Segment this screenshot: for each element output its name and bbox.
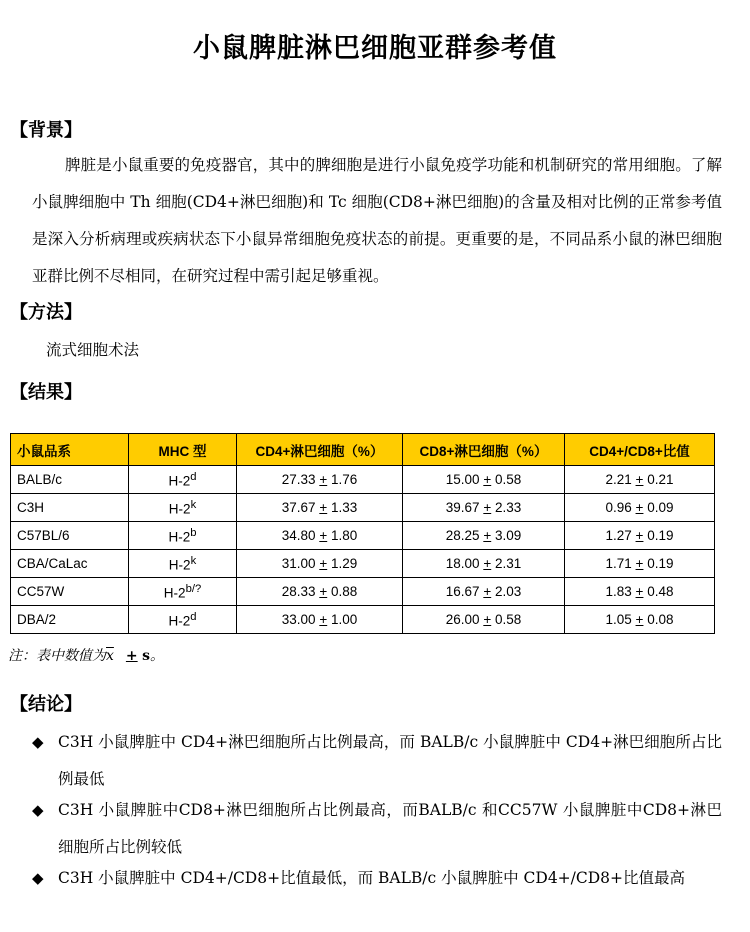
cell-cd8 — [403, 578, 565, 606]
cd8-mean: 28.25 — [445, 528, 480, 543]
conclusion-item — [32, 860, 722, 897]
ratio-sd: 0.48 — [647, 584, 674, 599]
pm-symbol: + — [635, 612, 644, 627]
pm-symbol: + — [483, 556, 492, 571]
mhc-base: H-2 — [168, 557, 191, 573]
ratio-mean: 0.96 — [605, 500, 632, 515]
col-header-cd8: CD8+淋巴细胞（%） — [403, 434, 565, 466]
cell-cd4 — [237, 494, 403, 522]
mhc-haplotype: b/? — [185, 582, 202, 595]
note-mean-symbol: $\overline{x}$ — [106, 648, 114, 664]
mhc-base: H-2 — [168, 473, 191, 489]
cd4-sd: 1.80 — [330, 528, 358, 543]
mhc-haplotype: d — [190, 610, 197, 623]
cell-mhc — [129, 522, 237, 550]
cd4-mean: 27.33 — [281, 472, 316, 487]
table-row — [11, 522, 715, 550]
cell-mhc — [129, 494, 237, 522]
pm-symbol: + — [319, 472, 328, 487]
conclusion-item-text: C3H 小鼠脾脏中 CD4+淋巴细胞所占比例最高，而 BALB/c 小鼠脾脏中 CD4+淋巴细胞所占比例最低 — [58, 733, 722, 788]
cd8-mean: 16.67 — [445, 584, 480, 599]
conclusion-item-text: C3H 小鼠脾脏中CD8+淋巴细胞所占比例最高，而BALB/c 和CC57W 小鼠脾脏中CD8+淋巴细胞所占比例较低 — [58, 801, 722, 856]
pm-symbol: + — [635, 556, 644, 571]
col-header-cd4: CD4+淋巴细胞（%） — [237, 434, 403, 466]
cell-cd8 — [403, 550, 565, 578]
cd4-mean: 31.00 — [281, 556, 316, 571]
results-table — [10, 433, 715, 634]
table-row — [11, 494, 715, 522]
ratio-mean: 1.27 — [605, 528, 632, 543]
cell-strain: DBA/2 — [11, 606, 129, 634]
table-row — [11, 606, 715, 634]
cell-strain: CC57W — [11, 578, 129, 606]
method-heading: 【方法】 — [10, 302, 82, 323]
mhc-haplotype: b — [190, 526, 197, 539]
cell-cd4 — [237, 466, 403, 494]
cd4-mean: 33.00 — [281, 612, 316, 627]
ratio-sd: 0.08 — [647, 612, 674, 627]
cd8-mean: 26.00 — [445, 612, 480, 627]
note-sd-symbol: s — [142, 648, 150, 664]
pm-symbol: + — [319, 556, 328, 571]
method-text: 流式细胞术法 — [46, 341, 140, 359]
cell-cd8 — [403, 466, 565, 494]
col-header-strain: 小鼠品系 — [11, 434, 129, 466]
note-pm-symbol: + — [125, 648, 138, 664]
cd8-sd: 2.31 — [494, 556, 522, 571]
mhc-base: H-2 — [163, 585, 186, 601]
diamond-bullet-icon: ◆ — [32, 801, 44, 819]
cd8-mean: 39.67 — [445, 500, 480, 515]
cell-cd8 — [403, 494, 565, 522]
cell-strain: BALB/c — [11, 466, 129, 494]
cell-ratio — [565, 606, 715, 634]
cell-ratio — [565, 522, 715, 550]
pm-symbol: + — [635, 500, 644, 515]
cell-ratio — [565, 466, 715, 494]
ratio-mean: 1.71 — [605, 556, 632, 571]
cell-cd4 — [237, 606, 403, 634]
ratio-sd: 0.19 — [647, 556, 674, 571]
note-prefix: 注：表中数值为 — [8, 648, 106, 664]
ratio-mean: 1.83 — [605, 584, 632, 599]
cell-mhc — [129, 466, 237, 494]
cell-cd8 — [403, 522, 565, 550]
cell-ratio — [565, 494, 715, 522]
cd4-sd: 1.76 — [330, 472, 358, 487]
results-heading: 【结果】 — [10, 382, 82, 403]
cell-cd4 — [237, 578, 403, 606]
diamond-bullet-icon: ◆ — [32, 869, 44, 887]
cd4-sd: 1.29 — [330, 556, 358, 571]
cd8-sd: 0.58 — [494, 472, 522, 487]
pm-symbol: + — [483, 612, 492, 627]
col-header-mhc: MHC 型 — [129, 434, 237, 466]
cd4-sd: 0.88 — [330, 584, 358, 599]
pm-symbol: + — [483, 584, 492, 599]
mhc-haplotype: d — [190, 470, 197, 483]
ratio-sd: 0.09 — [647, 500, 674, 515]
pm-symbol: + — [319, 612, 328, 627]
conclusion-item — [32, 792, 722, 866]
cd8-mean: 15.00 — [445, 472, 480, 487]
cd4-mean: 37.67 — [281, 500, 316, 515]
page-title: 小鼠脾脏淋巴细胞亚群参考值 — [193, 33, 557, 64]
table-note — [8, 645, 164, 665]
mhc-base: H-2 — [168, 613, 191, 629]
note-end: 。 — [149, 648, 164, 664]
cd8-mean: 18.00 — [445, 556, 480, 571]
pm-symbol: + — [319, 500, 328, 515]
mhc-haplotype: k — [190, 498, 197, 511]
cell-cd8 — [403, 606, 565, 634]
table-row — [11, 466, 715, 494]
pm-symbol: + — [483, 500, 492, 515]
pm-symbol: + — [635, 584, 644, 599]
ratio-mean: 2.21 — [605, 472, 632, 487]
conclusion-heading: 【结论】 — [10, 694, 82, 715]
cell-mhc — [129, 550, 237, 578]
table-header-row — [11, 434, 715, 466]
table-row — [11, 550, 715, 578]
cell-ratio — [565, 550, 715, 578]
background-paragraph: 脾脏是小鼠重要的免疫器官，其中的脾细胞是进行小鼠免疫学功能和机制研究的常用细胞。了解小鼠脾细胞中 Th 细胞(CD4+淋巴细胞)和 Tc 细胞(CD8+淋巴细胞)的含量及相对比例的正常参考值是深入分析病理或疾病状态下小鼠异常细胞免疫状态的前提。更重要的是，不同品系小鼠的淋巴细胞亚群比例不尽相同，在研究过程中需引起足够重视。 — [32, 156, 722, 285]
ratio-sd: 0.21 — [647, 472, 674, 487]
cell-strain: C57BL/6 — [11, 522, 129, 550]
table-row — [11, 578, 715, 606]
cd4-mean: 34.80 — [281, 528, 316, 543]
cell-mhc — [129, 606, 237, 634]
cell-mhc — [129, 578, 237, 606]
cell-strain: CBA/CaLac — [11, 550, 129, 578]
diamond-bullet-icon: ◆ — [32, 733, 44, 751]
pm-symbol: + — [635, 528, 644, 543]
ratio-sd: 0.19 — [647, 528, 674, 543]
cd4-sd: 1.33 — [330, 500, 358, 515]
col-header-ratio: CD4+/CD8+比值 — [565, 434, 715, 466]
pm-symbol: + — [483, 528, 492, 543]
cd4-mean: 28.33 — [281, 584, 316, 599]
conclusion-item — [32, 724, 722, 798]
pm-symbol: + — [319, 528, 328, 543]
conclusion-item-text: C3H 小鼠脾脏中 CD4+/CD8+比值最低，而 BALB/c 小鼠脾脏中 CD4+/CD8+比值最高 — [58, 869, 686, 887]
background-heading: 【背景】 — [10, 120, 82, 141]
cd4-sd: 1.00 — [330, 612, 358, 627]
cell-cd4 — [237, 522, 403, 550]
pm-symbol: + — [483, 472, 492, 487]
mhc-base: H-2 — [168, 501, 191, 517]
cd8-sd: 2.33 — [494, 500, 522, 515]
ratio-mean: 1.05 — [605, 612, 632, 627]
cell-cd4 — [237, 550, 403, 578]
cd8-sd: 2.03 — [494, 584, 522, 599]
pm-symbol: + — [319, 584, 328, 599]
pm-symbol: + — [635, 472, 644, 487]
mhc-base: H-2 — [168, 529, 191, 545]
mhc-haplotype: k — [190, 554, 197, 567]
cd8-sd: 0.58 — [494, 612, 522, 627]
cell-ratio — [565, 578, 715, 606]
cd8-sd: 3.09 — [494, 528, 522, 543]
cell-strain: C3H — [11, 494, 129, 522]
